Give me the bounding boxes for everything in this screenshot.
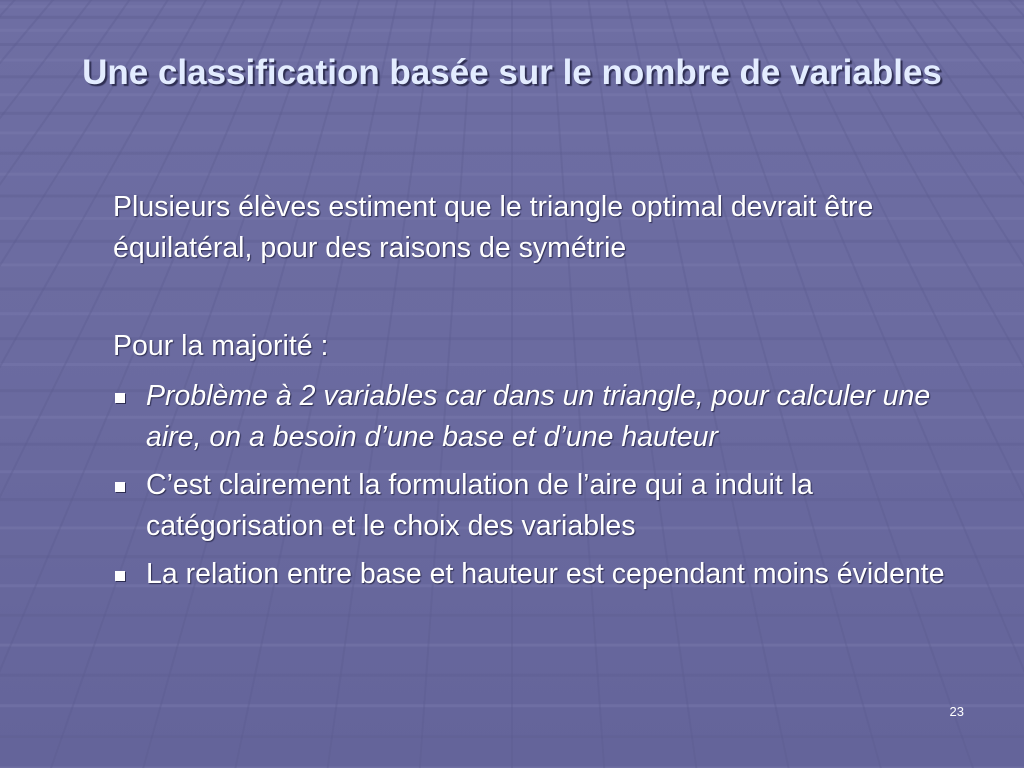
bullet-item: [113, 554, 973, 595]
square-bullet-icon: [115, 482, 125, 492]
bullet-text: Problème à 2 variables car dans un triangle, pour calculer une aire, on a besoin d’une base et d’une hauteur: [146, 380, 931, 453]
bullet-item: [113, 376, 973, 458]
majority-label: Pour la majorité :: [113, 330, 329, 362]
intro-paragraph: Plusieurs élèves estiment que le triangle optimal devrait être équilatéral, pour des raisons de symétrie: [113, 191, 874, 264]
square-bullet-icon: [115, 571, 125, 581]
bullet-item: [113, 465, 973, 547]
bullet-text: C’est clairement la formulation de l’aire qui a induit la catégorisation et le choix des variables: [146, 469, 813, 542]
slide-title: Une classification basée sur le nombre de variables: [82, 53, 942, 92]
slide-number: 23: [949, 704, 964, 719]
square-bullet-icon: [115, 393, 125, 403]
bullet-list: [113, 376, 973, 602]
bullet-text: La relation entre base et hauteur est cependant moins évidente: [146, 558, 945, 590]
